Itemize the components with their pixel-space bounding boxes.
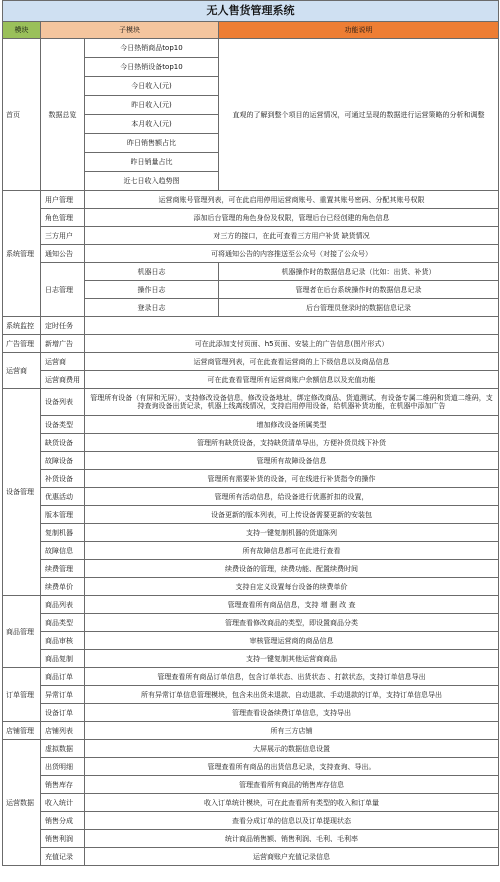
submodule-name: 缺货设备	[41, 434, 85, 452]
submodule-name: 运营商	[41, 353, 85, 371]
log-type: 登录日志	[85, 299, 219, 317]
submodule-name: 收入统计	[41, 794, 85, 812]
home-item: 今日收入(元)	[85, 77, 219, 96]
feature-table	[2, 0, 499, 866]
module-devices: 设备管理	[3, 389, 41, 596]
submodule-desc: 所有异常订单信息管理模块，包含未出货未退款、自动退款、手动退款的订单，支持订单信息导出	[85, 686, 499, 704]
submodule-name: 故障信息	[41, 542, 85, 560]
home-item: 本月收入(元)	[85, 115, 219, 134]
module-ads: 广告管理	[3, 335, 41, 353]
log-desc: 机器操作时的数据信息记录（比如：出货、补货）	[219, 263, 499, 281]
submodule-desc: 所有故障信息都可在此进行查看	[85, 542, 499, 560]
submodule-name: 通知公告	[41, 245, 85, 263]
submodule-name: 运营商费用	[41, 371, 85, 389]
submodule-desc: 运营商账户充值记录信息	[85, 848, 499, 866]
module-stats: 运营数据	[3, 740, 41, 866]
home-description: 直观的了解到整个项目的运营情况，可通过呈现的数据进行运营策略的分析和调整	[219, 39, 499, 191]
submodule-desc: 可将通知公告的内容推送至公众号（对接了公众号）	[85, 245, 499, 263]
submodule-desc: 管理所有故障设备信息	[85, 452, 499, 470]
submodule-desc: 支持自定义设置每台设备的续费单价	[85, 578, 499, 596]
submodule-name: 销售分成	[41, 812, 85, 830]
home-item: 昨日销售额占比	[85, 134, 219, 153]
submodule-name: 版本管理	[41, 506, 85, 524]
module-orders: 订单管理	[3, 668, 41, 722]
submodule-desc: 运营商账号管理列表，可在此启用停用运营商账号、重置其账号密码、分配其账号权限	[85, 191, 499, 209]
submodule-name: 设备类型	[41, 416, 85, 434]
submodule-name: 出货明细	[41, 758, 85, 776]
submodule-name: 店铺列表	[41, 722, 85, 740]
submodule-desc: 管理所有缺货设备，支持缺货清单导出，方便补货员线下补货	[85, 434, 499, 452]
log-type: 操作日志	[85, 281, 219, 299]
home-item: 近七日收入趋势图	[85, 172, 219, 191]
home-item: 昨日销量占比	[85, 153, 219, 172]
submodule-desc: 查看分成订单的信息以及订单提现状态	[85, 812, 499, 830]
home-item: 昨日收入(元)	[85, 96, 219, 115]
submodule-name: 销售利润	[41, 830, 85, 848]
log-type: 机器日志	[85, 263, 219, 281]
header-module: 模块	[3, 22, 41, 39]
submodule-name: 商品复制	[41, 650, 85, 668]
submodule-desc: 对三方的接口，在此可查看三方用户补货 缺货情况	[85, 227, 499, 245]
submodule-desc: 管理所有需要补货的设备，可在线进行补货指令的操作	[85, 470, 499, 488]
submodule-desc: 支持一键复制机器的货道陈列	[85, 524, 499, 542]
log-desc: 后台管理员登录时的数据信息记录	[219, 299, 499, 317]
submodule-desc: 管理所有设备（有屏和无屏），支持修改设备信息，修改设备地址，绑定修改商品、货道测试、有设备专属二维码和货道二维码，支持查询设备出货记录，机器上线离线情况，支持启用停用设备，给机器补货功能，在机器中添加广告	[85, 389, 499, 416]
submodule-name: 日志管理	[41, 263, 85, 317]
submodule-name: 设备列表	[41, 389, 85, 416]
submodule-name: 商品类型	[41, 614, 85, 632]
submodule-name: 商品订单	[41, 668, 85, 686]
submodule-desc: 管理查看所有商品订单信息，包含订单状态、出货状态 、打款状态，支持订单信息导出	[85, 668, 499, 686]
submodule-name: 销售库存	[41, 776, 85, 794]
submodule-desc: 审核管理运营商的商品信息	[85, 632, 499, 650]
submodule-desc: 管理所有活动信息，给设备进行优惠折扣的设置，	[85, 488, 499, 506]
group-data-overview: 数据总览	[41, 39, 85, 191]
header-submodule: 子模块	[41, 22, 219, 39]
submodule-desc: 增加修改设备所属类型	[85, 416, 499, 434]
submodule-name: 复制机器	[41, 524, 85, 542]
submodule-desc: 收入订单统计模块，可在此查看所有类型的收入和订单量	[85, 794, 499, 812]
module-home: 首页	[3, 39, 41, 191]
submodule-desc: 管理查看所有商品的销售库存信息	[85, 776, 499, 794]
submodule-name: 异常订单	[41, 686, 85, 704]
submodule-name: 优惠活动	[41, 488, 85, 506]
module-stores: 店铺管理	[3, 722, 41, 740]
submodule-desc: 统计商品销售额、销售利润、毛利、毛利率	[85, 830, 499, 848]
submodule-desc: 管理查看修改商品的类型，即设置商品分类	[85, 614, 499, 632]
submodule-name: 用户管理	[41, 191, 85, 209]
module-system: 系统管理	[3, 191, 41, 317]
submodule-desc: 管理查看所有商品信息，支持 增 删 改 查	[85, 596, 499, 614]
submodule-desc: 可在此添加支付页面、h5页面、安装上的广告信息(图片形式）	[85, 335, 499, 353]
submodule-name: 三方用户	[41, 227, 85, 245]
submodule-desc: 管理查看所有商品的出货信息记录，支持查询、导出。	[85, 758, 499, 776]
submodule-desc: 管理查看设备续费订单信息，支持导出	[85, 704, 499, 722]
submodule-desc: 添加后台管理的角色身份及权限，管理后台已经创建的角色信息	[85, 209, 499, 227]
submodule-name: 充值记录	[41, 848, 85, 866]
submodule-name: 设备订单	[41, 704, 85, 722]
submodule-name: 续费单价	[41, 578, 85, 596]
submodule-name: 商品列表	[41, 596, 85, 614]
submodule-desc	[85, 317, 499, 335]
module-goods: 商品管理	[3, 596, 41, 668]
home-item: 今日热销商品top10	[85, 39, 219, 58]
submodule-name: 商品审核	[41, 632, 85, 650]
submodule-desc: 设备更新的版本列表，可上传设备需要更新的安装包	[85, 506, 499, 524]
sheet-title: 无人售货管理系统	[3, 1, 499, 22]
submodule-desc: 运营商管理列表，可在此查看运营商的上下级信息以及商品信息	[85, 353, 499, 371]
submodule-name: 定时任务	[41, 317, 85, 335]
submodule-desc: 续费设备的管理，续费功能、配置续费时间	[85, 560, 499, 578]
home-item: 今日热销设备top10	[85, 58, 219, 77]
submodule-desc: 大屏展示的数据信息设置	[85, 740, 499, 758]
header-description: 功能说明	[219, 22, 499, 39]
submodule-desc: 可在此查看管理所有运营商账户余额信息以及充值功能	[85, 371, 499, 389]
submodule-name: 角色管理	[41, 209, 85, 227]
submodule-desc: 所有三方店铺	[85, 722, 499, 740]
module-operators: 运营商	[3, 353, 41, 389]
submodule-name: 故障设备	[41, 452, 85, 470]
submodule-name: 新增广告	[41, 335, 85, 353]
submodule-desc: 支持一键复制其他运营商商品	[85, 650, 499, 668]
submodule-name: 续费管理	[41, 560, 85, 578]
submodule-name: 虚拟数据	[41, 740, 85, 758]
submodule-name: 补货设备	[41, 470, 85, 488]
log-desc: 管理者在后台系统操作时的数据信息记录	[219, 281, 499, 299]
module-monitor: 系统监控	[3, 317, 41, 335]
